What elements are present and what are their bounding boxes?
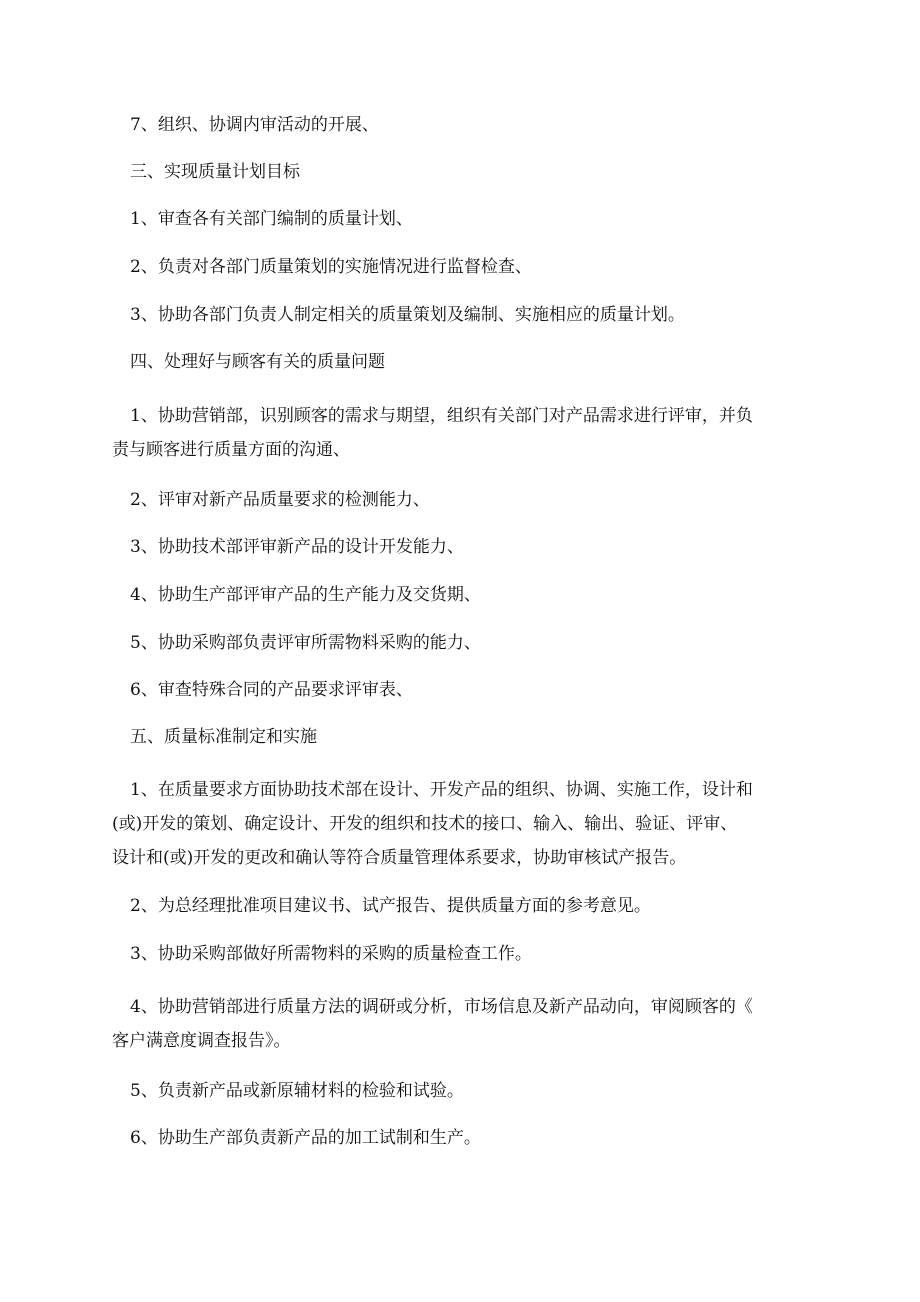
list-item: 1、审查各有关部门编制的质量计划、: [130, 209, 413, 229]
list-item: 6、审查特殊合同的产品要求评审表、: [130, 680, 413, 700]
list-item: 4、协助营销部进行质量方法的调研或分析，市场信息及新产品动向，审阅顾客的《 客户满意度调查报告》。: [112, 997, 753, 1051]
list-item: 3、协助技术部评审新产品的设计开发能力、: [130, 537, 464, 557]
section-heading: 四、处理好与顾客有关的质量问题: [130, 352, 385, 372]
list-item: 5、协助采购部负责评审所需物料采购的能力、: [130, 633, 481, 653]
list-item: 2、评审对新产品质量要求的检测能力、: [130, 490, 430, 510]
list-item: 2、负责对各部门质量策划的实施情况进行监督检查、: [130, 257, 532, 277]
list-item: 3、协助各部门负责人制定相关的质量策划及编制、实施相应的质量计划。: [130, 305, 685, 325]
list-item: 1、在质量要求方面协助技术部在设计、开发产品的组织、协调、实施工作，设计和 (或)开发的策划、确定设计、开发的组织和技术的接口、输入、输出、验证、评审、 设计和(或)开发的更改和确认等符合质量管理体系要求，协助审核试产报告。: [112, 780, 753, 868]
section-heading: 五、质量标准制定和实施: [130, 727, 317, 747]
list-item: 2、为总经理批准项目建议书、试产报告、提供质量方面的参考意见。: [130, 896, 651, 916]
list-item: 3、协助采购部做好所需物料的采购的质量检查工作。: [130, 944, 532, 964]
list-item: 7、组织、协调内审活动的开展、: [130, 115, 379, 135]
list-item: 4、协助生产部评审产品的生产能力及交货期、: [130, 585, 481, 605]
section-heading: 三、实现质量计划目标: [130, 162, 300, 182]
list-item: 1、协助营销部，识别顾客的需求与期望，组织有关部门对产品需求进行评审，并负 责与顾客进行质量方面的沟通、: [112, 406, 753, 460]
list-item: 6、协助生产部负责新产品的加工试制和生产。: [130, 1128, 481, 1148]
list-item: 5、负责新产品或新原辅材料的检验和试验。: [130, 1081, 464, 1101]
